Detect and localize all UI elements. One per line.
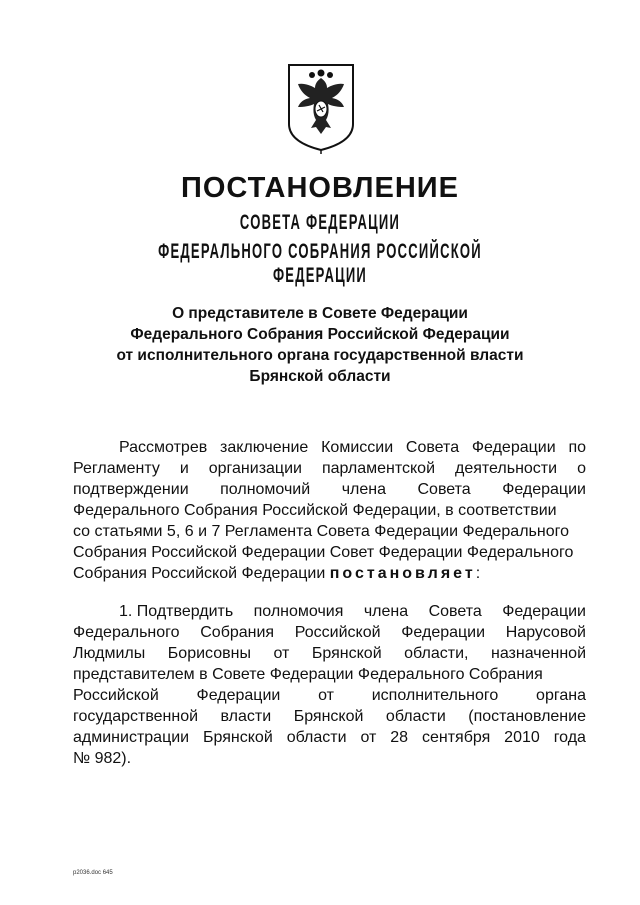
word: 2010 xyxy=(504,729,540,746)
last-line-text: Собрания Российской Федерации xyxy=(73,565,326,582)
text-line xyxy=(73,500,586,521)
word: Брянской xyxy=(293,708,364,725)
document-subject xyxy=(0,303,640,387)
text-line xyxy=(73,706,586,727)
word: от xyxy=(360,729,377,746)
text-line xyxy=(73,458,586,479)
text-line xyxy=(73,664,586,685)
text-line xyxy=(73,479,586,500)
document-type-title: ПОСТАНОВЛЕНИЕ xyxy=(181,172,459,204)
word: по xyxy=(568,439,586,456)
subject-line: Брянской области xyxy=(249,368,391,385)
word: 28 xyxy=(390,729,409,746)
word: члена xyxy=(363,603,409,620)
word: назначенной xyxy=(490,645,586,662)
word: Брянской xyxy=(311,645,382,662)
subject-line: Федерального Собрания Российской Федерации xyxy=(130,326,510,343)
word: Федерального xyxy=(73,624,180,641)
word: Собрания xyxy=(200,624,275,641)
word: представителем в Совете Федерации Федерального Собрания xyxy=(73,666,543,683)
word: администрации xyxy=(73,729,190,746)
keyword-colon: : xyxy=(475,565,481,582)
word: о xyxy=(577,460,586,477)
text-line xyxy=(73,563,586,584)
word: Собрания Российской Федерации Совет Федерации Федерального xyxy=(73,544,574,561)
word: Брянской xyxy=(203,729,273,746)
word: от xyxy=(318,687,334,704)
word: власти xyxy=(220,708,272,725)
word: Федерации xyxy=(401,624,486,641)
word: деятельности xyxy=(454,460,558,477)
word: заключение xyxy=(220,439,309,456)
word: парламентской xyxy=(321,460,435,477)
word: Федерального Собрания Российской Федерации, в соответствии xyxy=(73,502,557,519)
word: Федерации xyxy=(502,481,586,498)
text-line xyxy=(73,542,586,563)
word: государственной xyxy=(73,708,199,725)
text-line xyxy=(73,685,586,706)
subject-line: от исполнительного органа государственной власти xyxy=(116,347,524,364)
issuer-line-1: СОВЕТА ФЕДЕРАЦИИ xyxy=(239,211,401,234)
word: со статьями 5, 6 и 7 Регламента Совета Федерации Федерального xyxy=(73,523,569,540)
text-line xyxy=(73,748,586,769)
word: от xyxy=(273,645,290,662)
word: области xyxy=(286,729,347,746)
word: области, xyxy=(404,645,469,662)
word: подтверждении xyxy=(73,481,189,498)
word: и xyxy=(179,460,189,477)
coat-of-arms xyxy=(286,62,356,154)
word: Российской xyxy=(294,624,381,641)
word: Российской xyxy=(73,687,159,704)
text-line xyxy=(73,622,586,643)
word: года xyxy=(553,729,586,746)
word: Рассмотрев xyxy=(119,439,208,456)
text-line xyxy=(73,727,586,748)
preamble-paragraph xyxy=(73,437,586,584)
word: Комиссии xyxy=(321,439,394,456)
text-line xyxy=(73,437,586,458)
word: Борисовны xyxy=(167,645,251,662)
word: Людмилы xyxy=(73,645,146,662)
subject-line: О представителе в Совете Федерации xyxy=(172,305,468,322)
word: сентября xyxy=(421,729,491,746)
text-line xyxy=(73,601,586,622)
text-line xyxy=(73,521,586,542)
file-reference: p2036.doc 645 xyxy=(73,870,113,876)
word: Совета xyxy=(405,439,460,456)
word: Регламенту xyxy=(73,460,160,477)
word: Совета xyxy=(417,481,471,498)
word: Совета xyxy=(428,603,482,620)
word: Федерации xyxy=(196,687,281,704)
word: организации xyxy=(208,460,302,477)
decree-number: № 982). xyxy=(73,750,132,767)
word: полномочий xyxy=(220,481,311,498)
resolution-item-1 xyxy=(73,601,586,769)
word: полномочия xyxy=(253,603,344,620)
issuer-line-2: ФЕДЕРАЛЬНОГО СОБРАНИЯ РОССИЙСКОЙ ФЕДЕРАЦИИ xyxy=(158,240,482,287)
word: 1. Подтвердить xyxy=(119,603,234,620)
text-line xyxy=(73,643,586,664)
word: Федерации xyxy=(471,439,556,456)
word: органа xyxy=(536,687,586,704)
word: исполнительного xyxy=(371,687,499,704)
word: области xyxy=(385,708,446,725)
word: члена xyxy=(341,481,386,498)
word: Федерации xyxy=(502,603,586,620)
resolution-keyword: постановляет xyxy=(329,565,476,582)
word: (постановление xyxy=(468,708,586,725)
word: Нарусовой xyxy=(505,624,586,641)
russian-coat-of-arms-icon xyxy=(286,62,356,154)
